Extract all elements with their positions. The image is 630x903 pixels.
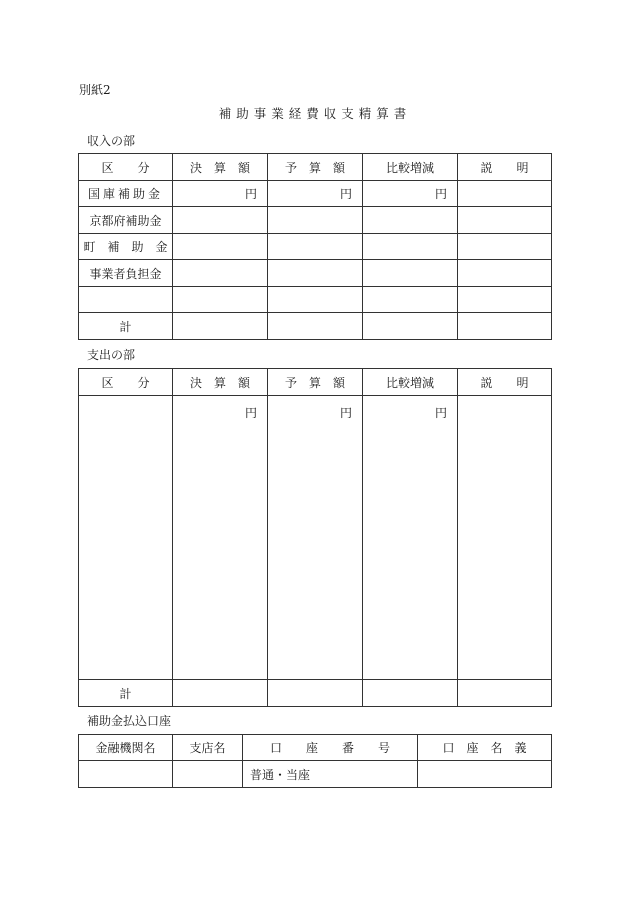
income-header-row [79,154,552,181]
yen-unit: 円 [363,181,458,207]
income-table [78,153,552,340]
expense-description-cell [458,396,552,680]
empty-cell [173,680,268,707]
empty-cell [458,207,552,234]
income-row-label [79,287,173,313]
empty-cell [268,234,363,260]
income-header-description: 説 明 [458,154,552,181]
yen-unit: 円 [363,396,458,680]
empty-cell [458,313,552,340]
account-section-title: 補助金払込口座 [87,714,172,728]
income-total-label: 計 [79,313,173,340]
expense-header-settlement: 決 算 額 [173,369,268,396]
expense-header-description: 説 明 [458,369,552,396]
table-row [79,207,552,234]
income-header-budget: 予 算 額 [268,154,363,181]
income-row-label: 事業者負担金 [79,260,173,287]
income-section-title: 収入の部 [87,134,136,148]
expense-category-cell [79,396,173,680]
empty-cell [268,260,363,287]
empty-cell [268,287,363,313]
table-row [79,234,552,260]
empty-cell [363,680,458,707]
income-row-label: 国庫補助金 [79,181,173,207]
income-header-category: 区 分 [79,154,173,181]
attachment-label: 別紙2 [79,83,111,97]
income-row-label: 京都府補助金 [79,207,173,234]
income-header-difference: 比較増減 [363,154,458,181]
table-row [79,761,552,788]
expense-header-budget: 予 算 額 [268,369,363,396]
yen-unit: 円 [268,181,363,207]
expense-table [78,368,552,707]
empty-cell [363,234,458,260]
empty-cell [173,313,268,340]
empty-cell [173,287,268,313]
empty-cell [458,234,552,260]
empty-cell [173,234,268,260]
empty-cell [363,260,458,287]
expense-header-difference: 比較増減 [363,369,458,396]
yen-unit: 円 [268,396,363,680]
table-row [79,260,552,287]
expense-total-label: 計 [79,680,173,707]
empty-cell [268,313,363,340]
table-row [79,181,552,207]
yen-unit: 円 [173,396,268,680]
empty-cell [173,260,268,287]
empty-cell [458,680,552,707]
income-row-label: 町 補 助 金 [79,234,173,260]
account-header-row [79,735,552,761]
empty-cell [268,680,363,707]
empty-cell [363,207,458,234]
empty-cell [363,287,458,313]
expense-header-category: 区 分 [79,369,173,396]
expense-total-row [79,680,552,707]
account-table [78,734,552,788]
yen-unit: 円 [173,181,268,207]
income-description-cell [458,181,552,207]
income-header-settlement: 決 算 額 [173,154,268,181]
account-header-branch: 支店名 [173,735,243,761]
empty-cell [363,313,458,340]
account-header-bank: 金融機関名 [79,735,173,761]
account-type-label: 普通・当座 [243,761,418,788]
empty-cell [268,207,363,234]
expense-header-row [79,369,552,396]
expense-section-title: 支出の部 [87,348,136,362]
income-total-row [79,313,552,340]
account-header-number: 口 座 番 号 [243,735,418,761]
document-title: 補助事業経費収支精算書 [218,106,412,121]
empty-cell [458,287,552,313]
branch-name-cell [173,761,243,788]
empty-cell [173,207,268,234]
empty-cell [458,260,552,287]
bank-name-cell [79,761,173,788]
account-header-holder: 口 座 名 義 [418,735,552,761]
table-row [79,287,552,313]
account-holder-cell [418,761,552,788]
table-row [79,396,552,680]
